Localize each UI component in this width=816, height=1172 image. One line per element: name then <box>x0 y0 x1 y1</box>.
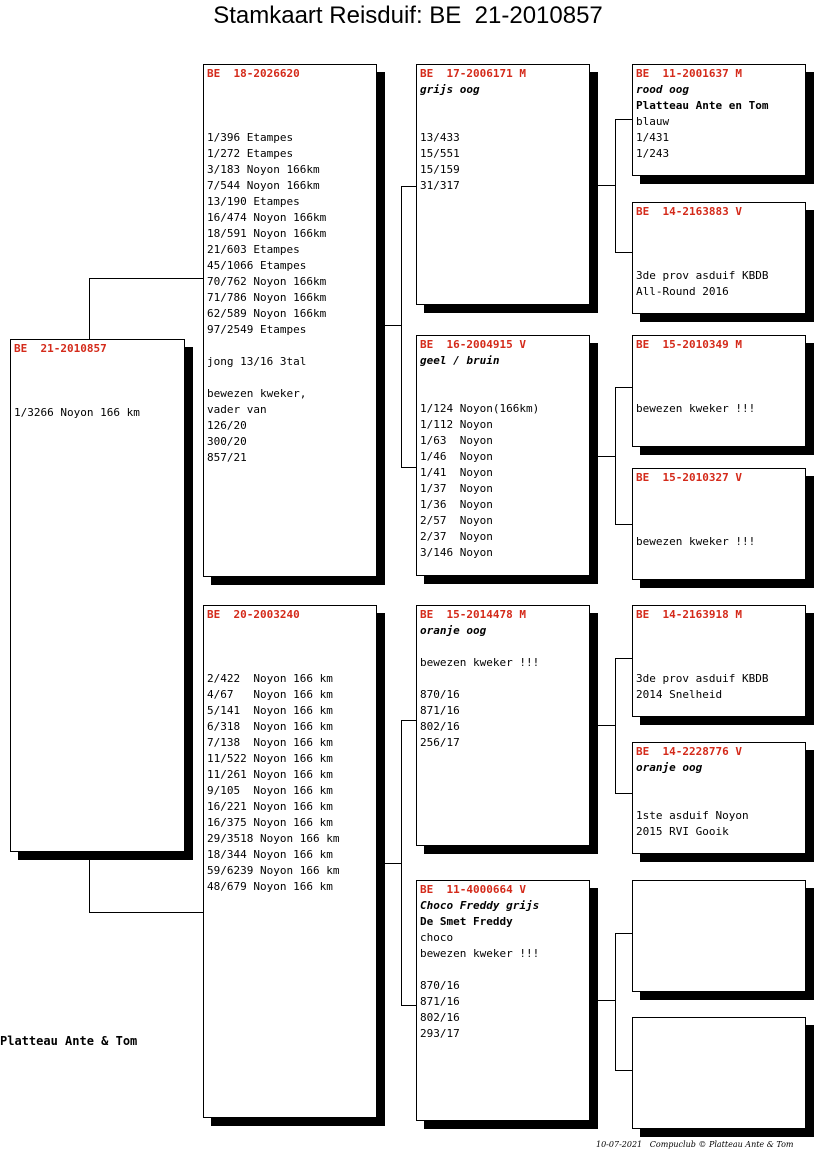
card-text-line: 1/63 Noyon <box>420 434 493 447</box>
card-text-line <box>420 385 587 401</box>
card-text-line: 2/422 Noyon 166 km <box>207 672 333 685</box>
card-text-line: 1/431 <box>636 131 670 144</box>
card-text-line <box>14 389 182 405</box>
card-text-line: Platteau Ante en Tom <box>636 99 769 112</box>
ring-number: BE 11-4000664 V <box>420 883 526 896</box>
connector-line <box>401 467 417 468</box>
card-text-line: 3de prov asduif KBDB <box>636 269 769 282</box>
card-text-line <box>420 962 587 978</box>
ring-number: BE 16-2004915 V <box>420 338 526 351</box>
card-text-line: 6/318 Noyon 166 km <box>207 720 333 733</box>
card-text-line: 5/141 Noyon 166 km <box>207 704 333 717</box>
card-text-line: 15/551 <box>420 147 460 160</box>
card-text-line: 45/1066 Etampes <box>207 259 307 272</box>
pigeon-card-dam-sire-dam[interactable] <box>632 742 806 854</box>
connector-line <box>615 793 633 794</box>
card-text-line: 48/679 Noyon 166 km <box>207 880 333 893</box>
card-text-line <box>636 385 803 401</box>
card-text-line: bewezen kweker !!! <box>636 402 756 415</box>
connector-line <box>89 278 204 279</box>
card-text-line: 18/591 Noyon 166km <box>207 227 327 240</box>
card-text-line: 9/105 Noyon 166 km <box>207 784 333 797</box>
card-text-line <box>420 369 587 385</box>
card-text-line: 300/20 <box>207 435 247 448</box>
card-text-line: 802/16 <box>420 1011 460 1024</box>
card-text-line: 11/261 Noyon 166 km <box>207 768 333 781</box>
card-text-line <box>420 114 587 130</box>
ring-number: BE 15-2014478 M <box>420 608 526 621</box>
card-text-line: 126/20 <box>207 419 247 432</box>
connector-line <box>401 720 417 721</box>
ring-number: BE 17-2006171 M <box>420 67 526 80</box>
card-text-line: blauw <box>636 115 670 128</box>
card-text-line: oranje oog <box>636 761 703 774</box>
pigeon-card-sire-sire[interactable] <box>416 64 590 305</box>
card-text-line <box>420 671 587 687</box>
card-text-line: 1/396 Etampes <box>207 131 294 144</box>
card-text-line: 2/57 Noyon <box>420 514 493 527</box>
card-text-line: rood oog <box>636 83 689 96</box>
card-text-line: 31/317 <box>420 179 460 192</box>
pigeon-card-sire[interactable] <box>203 64 377 577</box>
card-text-line: 2015 RVI Gooik <box>636 825 729 838</box>
connector-line <box>401 186 417 187</box>
pigeon-card-sire-sire-dam[interactable] <box>632 202 806 314</box>
pigeon-card-dam-dam-sire[interactable] <box>632 880 806 992</box>
card-text-line: geel / bruin <box>420 354 500 367</box>
page-title: Stamkaart Reisduif: BE 21-2010857 <box>213 2 603 29</box>
card-text-line: 18/344 Noyon 166 km <box>207 848 333 861</box>
card-text-line: 871/16 <box>420 995 460 1008</box>
connector-line <box>401 186 402 468</box>
connector-line <box>384 863 402 864</box>
pigeon-card-dam-sire-sire[interactable] <box>632 605 806 717</box>
card-text-line: 1/124 Noyon(166km) <box>420 402 540 415</box>
card-text-line: 870/16 <box>420 979 460 992</box>
card-text-line: De Smet Freddy <box>420 915 513 928</box>
connector-line <box>597 725 616 726</box>
ring-number: BE 14-2228776 V <box>636 745 742 758</box>
card-text-line: 16/474 Noyon 166km <box>207 211 327 224</box>
card-text-line: 2014 Snelheid <box>636 688 723 701</box>
connector-line <box>615 933 616 1071</box>
card-text-line: 1/46 Noyon <box>420 450 493 463</box>
pigeon-card-dam[interactable] <box>203 605 377 1118</box>
card-text-line: 16/375 Noyon 166 km <box>207 816 333 829</box>
connector-line <box>89 912 204 913</box>
card-text-line: 13/190 Etampes <box>207 195 300 208</box>
card-text-line <box>636 776 803 792</box>
card-text-line: 21/603 Etampes <box>207 243 300 256</box>
ring-number: BE 18-2026620 <box>207 67 300 80</box>
connector-line <box>89 278 90 340</box>
pigeon-card-subject[interactable] <box>10 339 185 852</box>
card-text-line: 7/138 Noyon 166 km <box>207 736 333 749</box>
connector-line <box>615 524 633 525</box>
card-text-line: 3/146 Noyon <box>420 546 493 559</box>
connector-line <box>597 185 616 186</box>
card-text-line: 7/544 Noyon 166km <box>207 179 320 192</box>
card-text-line: 1/272 Etampes <box>207 147 294 160</box>
card-text-line: 29/3518 Noyon 166 km <box>207 832 340 845</box>
footer-credit: 10-07-2021 Compuclub © Platteau Ante & Tom <box>596 1140 794 1149</box>
connector-line <box>615 119 616 253</box>
card-text-line: bewezen kweker !!! <box>636 535 756 548</box>
card-text-line <box>207 623 374 639</box>
owner-name: Platteau Ante & Tom <box>0 1034 138 1048</box>
pigeon-card-dam-dam-dam[interactable] <box>632 1017 806 1129</box>
card-text-line: 871/16 <box>420 704 460 717</box>
card-text-line <box>636 369 803 385</box>
card-text-line: 1/112 Noyon <box>420 418 493 431</box>
card-text-line: 16/221 Noyon 166 km <box>207 800 333 813</box>
connector-line <box>615 1070 633 1071</box>
card-text-line <box>636 220 803 236</box>
pigeon-card-sire-sire-sire[interactable] <box>632 64 806 176</box>
pigeon-card-dam-dam[interactable] <box>416 880 590 1121</box>
connector-line <box>615 658 633 659</box>
card-text-line: 1/243 <box>636 147 670 160</box>
card-text-line: bewezen kweker !!! <box>420 656 540 669</box>
card-text-line <box>636 486 803 502</box>
card-text-line: bewezen kweker !!! <box>420 947 540 960</box>
card-text-line <box>636 792 803 808</box>
card-text-line: vader van <box>207 403 267 416</box>
card-text-line <box>14 357 182 373</box>
connector-line <box>401 1005 417 1006</box>
connector-line <box>89 858 90 912</box>
connector-line <box>597 1000 616 1001</box>
ring-number: BE 14-2163883 V <box>636 205 742 218</box>
ring-number: BE 15-2010327 V <box>636 471 742 484</box>
card-text-line <box>636 353 803 369</box>
card-text-line <box>207 370 374 386</box>
card-text-line: 62/589 Noyon 166km <box>207 307 327 320</box>
card-text-line: 3/183 Noyon 166km <box>207 163 320 176</box>
ring-number: BE 11-2001637 M <box>636 67 742 80</box>
connector-line <box>401 720 402 1006</box>
card-text-line: oranje oog <box>420 624 487 637</box>
card-text-line: 4/67 Noyon 166 km <box>207 688 333 701</box>
card-text-line <box>207 639 374 655</box>
card-text-line: 1ste asduif Noyon <box>636 809 749 822</box>
connector-line <box>615 933 633 934</box>
card-text-line <box>636 655 803 671</box>
connector-line <box>597 456 616 457</box>
card-text-line <box>420 639 587 655</box>
card-text-line: 1/41 Noyon <box>420 466 493 479</box>
card-text-line: All-Round 2016 <box>636 285 729 298</box>
card-text-line: 97/2549 Etampes <box>207 323 307 336</box>
card-text-line: 70/762 Noyon 166km <box>207 275 327 288</box>
card-text-line: 1/37 Noyon <box>420 482 493 495</box>
card-text-line <box>207 82 374 98</box>
ring-number: BE 15-2010349 M <box>636 338 742 351</box>
ring-number: BE 14-2163918 M <box>636 608 742 621</box>
pigeon-card-dam-sire[interactable] <box>416 605 590 846</box>
connector-line <box>615 387 633 388</box>
card-text-line: grijs oog <box>420 83 480 96</box>
card-text-line: 870/16 <box>420 688 460 701</box>
card-text-line: 256/17 <box>420 736 460 749</box>
card-text-line <box>636 502 803 518</box>
connector-line <box>615 119 633 120</box>
card-text-line: 1/36 Noyon <box>420 498 493 511</box>
pigeon-card-sire-dam[interactable] <box>416 335 590 576</box>
card-text-line: 13/433 <box>420 131 460 144</box>
card-text-line: bewezen kweker, <box>207 387 307 400</box>
card-text-line: 15/159 <box>420 163 460 176</box>
connector-line <box>384 325 402 326</box>
card-text-line <box>636 623 803 639</box>
card-text-line <box>207 98 374 114</box>
card-text-line <box>636 252 803 268</box>
card-text-line: 293/17 <box>420 1027 460 1040</box>
card-text-line <box>636 236 803 252</box>
card-text-line <box>636 639 803 655</box>
card-text-line <box>420 98 587 114</box>
card-text-line: Choco Freddy grijs <box>420 899 540 912</box>
card-text-line: 2/37 Noyon <box>420 530 493 543</box>
ring-number: BE 20-2003240 <box>207 608 300 621</box>
card-text-line: 59/6239 Noyon 166 km <box>207 864 340 877</box>
card-text-line: jong 13/16 3tal <box>207 355 307 368</box>
card-text-line: 11/522 Noyon 166 km <box>207 752 333 765</box>
card-text-line: 857/21 <box>207 451 247 464</box>
card-text-line <box>207 114 374 130</box>
pigeon-card-sire-dam-sire[interactable] <box>632 335 806 447</box>
card-text-line: choco <box>420 931 454 944</box>
card-text-line: 802/16 <box>420 720 460 733</box>
card-text-line <box>207 338 374 354</box>
card-text-line: 71/786 Noyon 166km <box>207 291 327 304</box>
pigeon-card-sire-dam-dam[interactable] <box>632 468 806 580</box>
card-text-line: 1/3266 Noyon 166 km <box>14 406 140 419</box>
card-text-line <box>207 655 374 671</box>
connector-line <box>615 387 616 525</box>
connector-line <box>615 252 633 253</box>
card-text-line: 3de prov asduif KBDB <box>636 672 769 685</box>
card-text-line <box>636 518 803 534</box>
ring-number: BE 21-2010857 <box>14 342 107 355</box>
connector-line <box>615 658 616 794</box>
card-text-line <box>14 373 182 389</box>
